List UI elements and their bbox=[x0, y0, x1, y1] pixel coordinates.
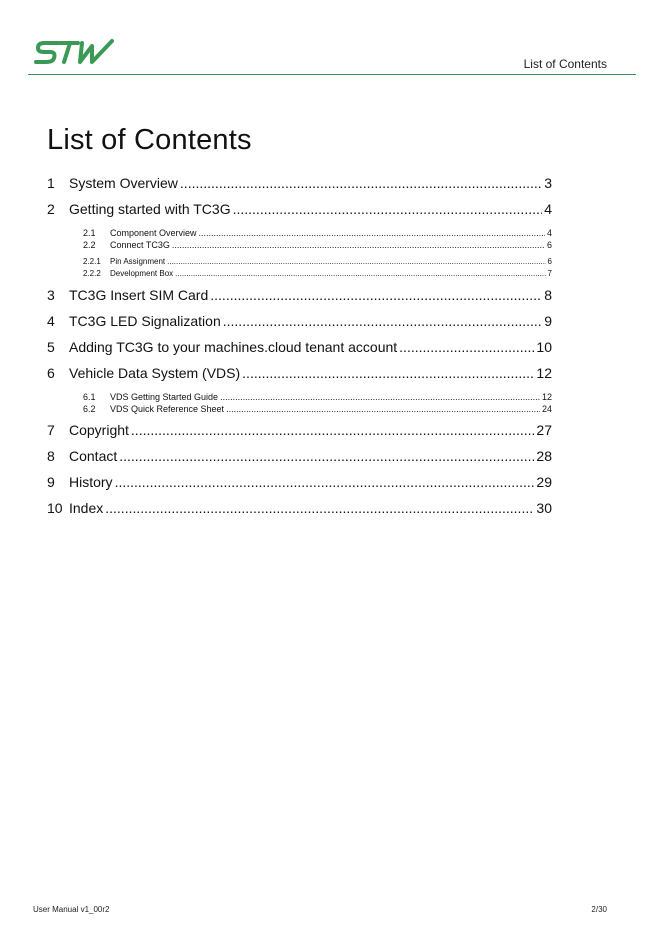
toc-entry[interactable] bbox=[47, 391, 552, 403]
toc-entry-title: Connect TC3G bbox=[110, 240, 170, 250]
header-title: List of Contents bbox=[523, 57, 607, 71]
toc-entry-number: 2.1 bbox=[83, 228, 96, 238]
toc-entry[interactable] bbox=[47, 170, 552, 196]
toc-entry-title: VDS Quick Reference Sheet bbox=[110, 404, 225, 414]
toc-entry[interactable] bbox=[47, 308, 552, 334]
toc-entry-title: History bbox=[69, 474, 113, 490]
toc-leader-dots bbox=[223, 308, 542, 334]
toc-leader-dots bbox=[105, 495, 534, 521]
toc-entry-title: Development Box bbox=[110, 269, 174, 278]
toc-leader-dots bbox=[119, 443, 534, 469]
toc-entry-page: 12 bbox=[536, 365, 552, 381]
toc-entry-number: 6.2 bbox=[83, 404, 96, 414]
toc-leader-dots bbox=[199, 227, 545, 239]
toc-entry[interactable] bbox=[47, 256, 552, 268]
toc-entry-number: 9 bbox=[47, 474, 55, 490]
toc-entry-title: Copyright bbox=[69, 422, 129, 438]
toc-entry-number: 2.2.1 bbox=[83, 257, 101, 266]
toc-entry[interactable] bbox=[47, 443, 552, 469]
page-title: List of Contents bbox=[47, 124, 252, 156]
toc-leader-dots bbox=[220, 391, 540, 403]
toc-entry-number: 10 bbox=[47, 500, 63, 516]
toc-entry-page: 30 bbox=[536, 500, 552, 516]
toc-entry-title: VDS Getting Started Guide bbox=[110, 392, 219, 402]
toc-entry-title: Pin Assignment bbox=[110, 257, 166, 266]
toc-entry[interactable] bbox=[47, 268, 552, 280]
toc-entry-page: 27 bbox=[536, 422, 552, 438]
toc-entry-title: System Overview bbox=[69, 175, 178, 191]
toc-leader-dots bbox=[242, 360, 534, 386]
toc-entry-page: 8 bbox=[544, 287, 552, 303]
toc-entry[interactable] bbox=[47, 282, 552, 308]
toc-leader-dots bbox=[226, 403, 540, 415]
toc-entry-title: Index bbox=[69, 500, 104, 516]
toc-entry-page: 7 bbox=[547, 269, 552, 278]
toc-entry[interactable] bbox=[47, 469, 552, 495]
toc-entry-page: 9 bbox=[544, 313, 552, 329]
stw-logo-icon bbox=[34, 38, 116, 66]
toc-leader-dots bbox=[131, 417, 535, 443]
toc-entry-page: 29 bbox=[536, 474, 552, 490]
toc-entry-number: 6.1 bbox=[83, 392, 96, 402]
toc-entry-page: 6 bbox=[546, 240, 552, 250]
toc-entry-page: 28 bbox=[536, 448, 552, 464]
toc-entry-number: 2.2.2 bbox=[83, 269, 101, 278]
toc-entry-page: 6 bbox=[547, 257, 552, 266]
toc-entry-number: 2.2 bbox=[83, 240, 96, 250]
toc-leader-dots bbox=[172, 239, 545, 251]
toc-entry[interactable] bbox=[47, 227, 552, 239]
toc-entry[interactable] bbox=[47, 239, 552, 251]
toc-entry[interactable] bbox=[47, 196, 552, 222]
toc-entry-title: Vehicle Data System (VDS) bbox=[69, 365, 241, 381]
toc-entry-title: Getting started with TC3G bbox=[69, 201, 231, 217]
toc-entry[interactable] bbox=[47, 417, 552, 443]
table-of-contents bbox=[47, 170, 552, 521]
toc-entry-title: Contact bbox=[69, 448, 118, 464]
toc-entry-title: Component Overview bbox=[110, 228, 197, 238]
toc-leader-dots bbox=[210, 282, 542, 308]
toc-entry-number: 4 bbox=[47, 313, 55, 329]
toc-entry-title: TC3G Insert SIM Card bbox=[69, 287, 209, 303]
toc-entry-page: 12 bbox=[541, 392, 552, 402]
toc-entry-page: 10 bbox=[536, 339, 552, 355]
footer-page-number: 2/30 bbox=[591, 905, 607, 914]
toc-entry-title: TC3G LED Signalization bbox=[69, 313, 221, 329]
toc-entry-number: 1 bbox=[47, 175, 55, 191]
toc-leader-dots bbox=[175, 268, 545, 280]
toc-entry-number: 3 bbox=[47, 287, 55, 303]
toc-entry-number: 7 bbox=[47, 422, 55, 438]
toc-entry-page: 3 bbox=[544, 175, 552, 191]
toc-leader-dots bbox=[167, 256, 545, 268]
header-divider bbox=[28, 74, 636, 75]
toc-entry-title: Adding TC3G to your machines.cloud tenant account bbox=[69, 339, 398, 355]
toc-entry[interactable] bbox=[47, 495, 552, 521]
toc-entry[interactable] bbox=[47, 334, 552, 360]
toc-entry-page: 4 bbox=[544, 201, 552, 217]
toc-entry[interactable] bbox=[47, 403, 552, 415]
toc-leader-dots bbox=[399, 334, 534, 360]
toc-entry[interactable] bbox=[47, 360, 552, 386]
toc-entry-page: 4 bbox=[546, 228, 552, 238]
toc-leader-dots bbox=[180, 170, 542, 196]
toc-leader-dots bbox=[115, 469, 535, 495]
toc-entry-page: 24 bbox=[541, 404, 552, 414]
toc-entry-number: 6 bbox=[47, 365, 55, 381]
footer-document-version: User Manual v1_00r2 bbox=[33, 905, 110, 914]
toc-entry-number: 2 bbox=[47, 201, 55, 217]
toc-entry-number: 5 bbox=[47, 339, 55, 355]
toc-leader-dots bbox=[233, 196, 543, 222]
toc-entry-number: 8 bbox=[47, 448, 55, 464]
